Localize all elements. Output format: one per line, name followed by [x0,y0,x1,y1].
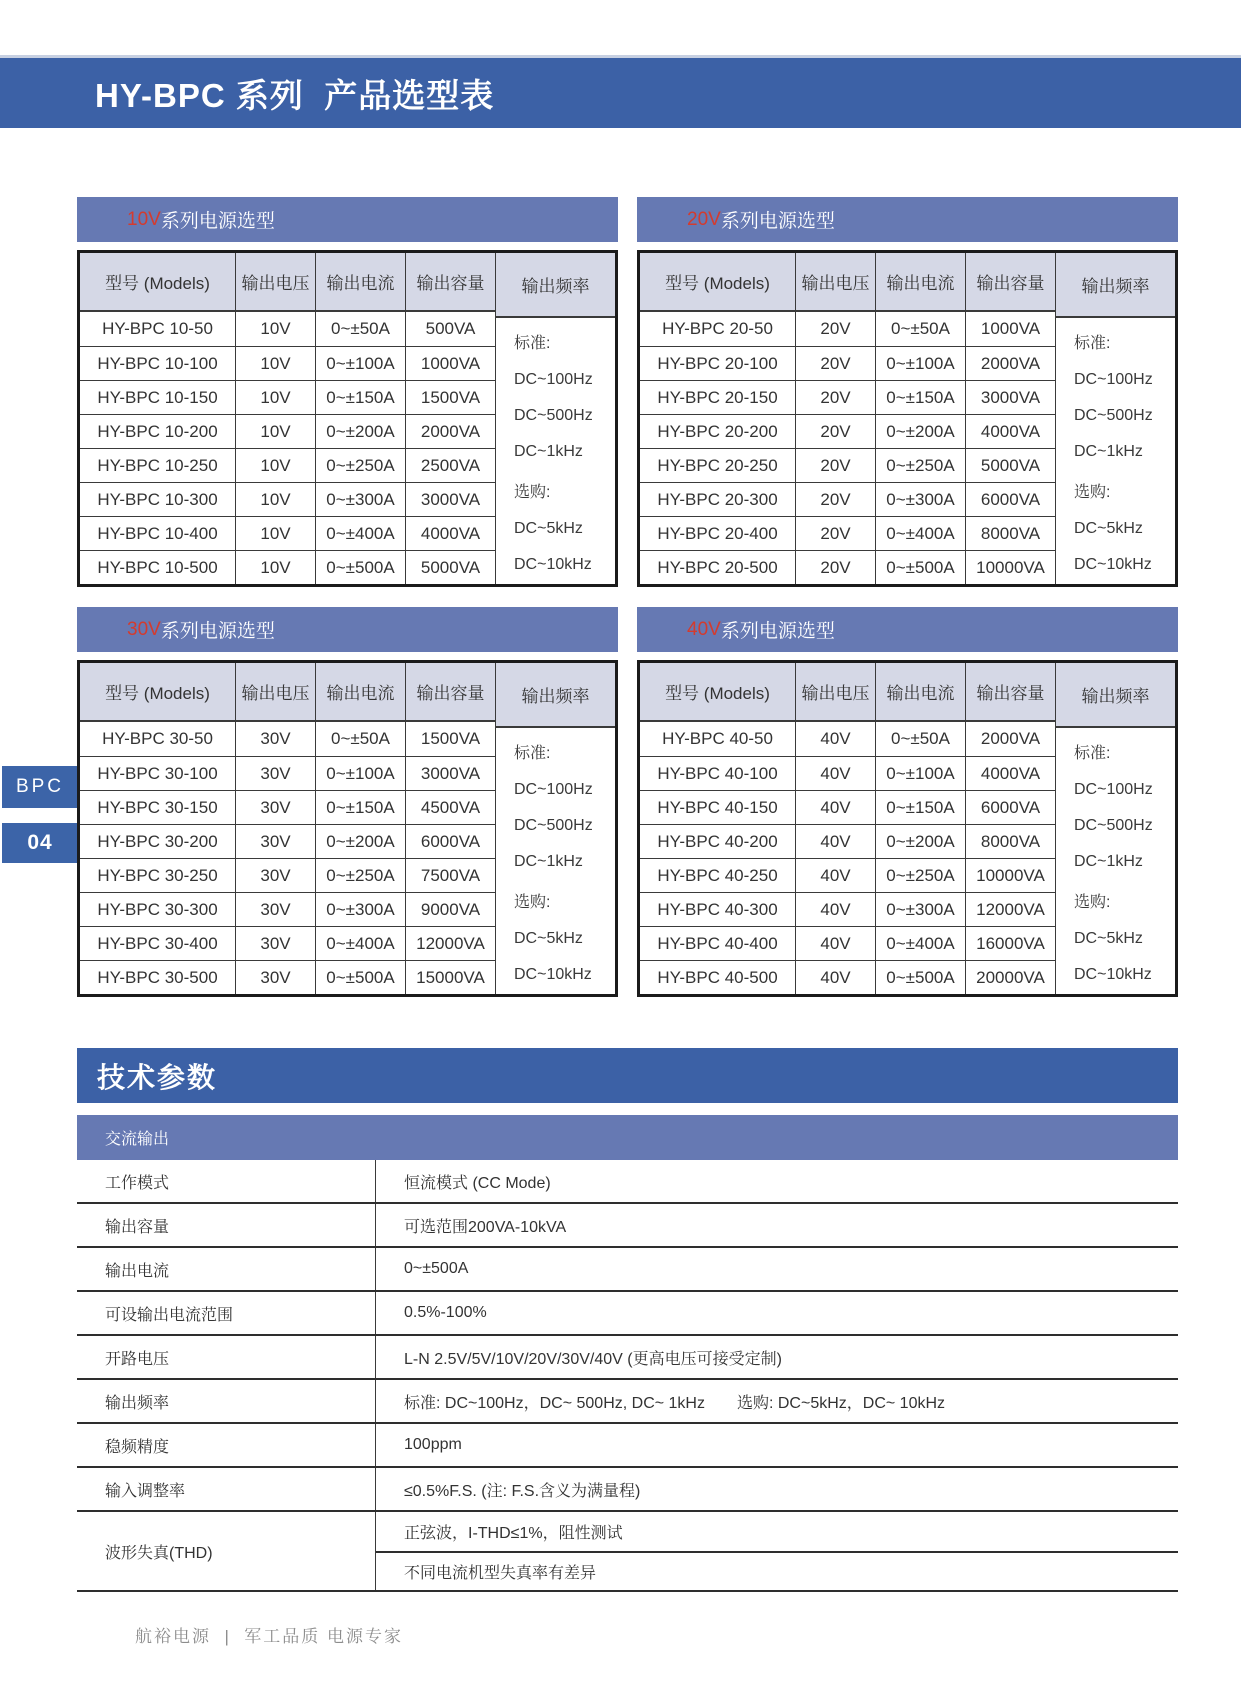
table-cell: 30V [235,893,315,926]
frequency-column [495,663,615,994]
table-cell: HY-BPC 40-400 [657,933,778,953]
param-label: 开路电压 [105,1350,170,1368]
table-cell: 10V [235,449,315,482]
table-row [640,824,1055,858]
table-cell: 0~±300A [315,893,405,926]
table-cell: 3000VA [965,381,1055,414]
table-cell: 5000VA [405,551,495,584]
frequency-column [495,253,615,584]
table-cell: 20V [795,312,875,346]
frequency-line: 选购: [1074,894,1111,911]
frequency-cell [496,318,615,584]
table-cell: 20V [795,381,875,414]
frequency-cell [496,728,615,994]
product-table-30v [77,660,618,997]
frequency-line: DC~500Hz [514,817,593,834]
table-row [77,1248,1178,1292]
table-cell: 8000VA [965,825,1055,858]
series-banner-text: 系列电源选型 [160,211,275,232]
table-cell: 500VA [405,312,495,346]
table-cell: 40V [795,722,875,756]
table-cell: 30V [235,961,315,994]
frequency-line: DC~500Hz [1074,407,1153,424]
table-cell: 0~±400A [315,927,405,960]
frequency-line: DC~5kHz [1074,520,1143,537]
table-cell: 10V [235,483,315,516]
series-tables-grid [77,197,1178,997]
table-cell: 12000VA [405,927,495,960]
param-value: 标准: DC~100Hz，DC~ 500Hz, DC~ 1kHz 选购: DC~5kHz，DC~ 10kHz [375,1380,1178,1422]
column-header-voltage: 输出电压 [795,663,875,720]
table-cell: 30V [235,825,315,858]
column-header-model: 型号 (Models) [665,274,770,293]
table-cell: HY-BPC 10-50 [102,319,213,338]
param-value-group [375,1512,1178,1590]
table-row [640,414,1055,448]
frequency-line: 选购: [1074,484,1111,501]
frequency-line: DC~1kHz [1074,853,1143,870]
table-row [77,1380,1178,1424]
frequency-column [1055,663,1175,994]
frequency-line: DC~500Hz [514,407,593,424]
table-cell: 10V [235,312,315,346]
table-cell: 2000VA [965,347,1055,380]
series-banner-30v [77,607,618,652]
table-cell: 4000VA [965,757,1055,790]
table-cell: 10V [235,381,315,414]
table-cell: 0~±100A [315,347,405,380]
column-header-model: 型号 (Models) [665,684,770,703]
table-row [77,1336,1178,1380]
frequency-cell [1056,728,1175,994]
param-label: 输入调整率 [105,1482,186,1500]
table-row [77,1160,1178,1204]
series-banner-40v [637,607,1178,652]
frequency-line: DC~1kHz [514,853,583,870]
param-value: 可选范围200VA-10kVA [375,1204,1178,1246]
page-title-banner [0,55,1241,128]
series-banner-text: 系列电源选型 [720,621,835,642]
param-label: 输出频率 [105,1394,170,1412]
table-cell: HY-BPC 30-500 [97,967,218,987]
table-cell: HY-BPC 10-250 [97,455,218,475]
series-banner-text: 系列电源选型 [720,211,835,232]
table-cell: 10000VA [965,551,1055,584]
table-cell: 30V [235,927,315,960]
table-row [77,1468,1178,1512]
series-section-10v [77,197,618,587]
column-header-capacity: 输出容量 [965,253,1055,310]
frequency-line: DC~1kHz [514,443,583,460]
table-cell: HY-BPC 20-150 [657,387,778,407]
table-cell: 0~±500A [875,551,965,584]
param-label: 可设输出电流范围 [105,1306,234,1324]
table-cell: 6000VA [965,483,1055,516]
table-cell: HY-BPC 30-150 [97,797,218,817]
table-cell: 7500VA [405,859,495,892]
table-cell: HY-BPC 10-100 [97,353,218,373]
table-cell: 0~±300A [875,893,965,926]
table-cell: 40V [795,791,875,824]
table-cell: 10V [235,517,315,550]
table-row [640,346,1055,380]
table-row [80,414,495,448]
column-header-frequency: 输出频率 [1056,253,1175,318]
series-banner-highlight: 30V [127,618,161,640]
table-cell: 20V [795,415,875,448]
series-banner-highlight: 40V [687,618,721,640]
table-cell: 20000VA [965,961,1055,994]
table-cell: 10V [235,347,315,380]
table-row [80,346,495,380]
table-header-row [640,253,1055,312]
ac-output-subheader [77,1115,1178,1160]
table-cell: HY-BPC 40-100 [657,763,778,783]
table-cell: 40V [795,893,875,926]
table-cell: 0~±400A [875,517,965,550]
table-cell: 2000VA [965,722,1055,756]
table-row [80,380,495,414]
column-header-voltage: 输出电压 [235,253,315,310]
table-row [77,1204,1178,1248]
series-banner-20v [637,197,1178,242]
frequency-line: DC~10kHz [1074,556,1152,573]
table-cell: 0~±50A [315,722,405,756]
table-row [640,960,1055,994]
table-cell: 20V [795,449,875,482]
series-banner-text: 系列电源选型 [160,621,275,642]
table-cell: 4000VA [965,415,1055,448]
frequency-column [1055,253,1175,584]
sidebar-tab-bpc-label: BPC [15,776,65,797]
table-cell: HY-BPC 40-250 [657,865,778,885]
table-row [80,790,495,824]
table-cell: HY-BPC 30-200 [97,831,218,851]
param-value: 不同电流机型失真率有差异 [376,1551,1178,1590]
table-header-row [80,253,495,312]
frequency-line: 标准: [514,745,551,762]
table-cell: 0~±50A [875,722,965,756]
table-cell: HY-BPC 40-50 [662,729,773,748]
table-cell: 0~±200A [315,415,405,448]
table-cell: 0~±50A [315,312,405,346]
table-cell: 0~±500A [315,961,405,994]
technical-parameters-title-banner [77,1048,1178,1103]
frequency-line: 标准: [1074,335,1111,352]
table-cell: HY-BPC 40-500 [657,967,778,987]
table-cell: 16000VA [965,927,1055,960]
frequency-line: DC~5kHz [1074,930,1143,947]
table-cell: 0~±200A [315,825,405,858]
technical-parameters-section [77,1048,1178,1592]
table-cell: 0~±100A [875,347,965,380]
param-value: L-N 2.5V/5V/10V/20V/30V/40V (更高电压可接受定制) [375,1336,1178,1378]
table-cell: 20V [795,347,875,380]
table-row [77,1292,1178,1336]
product-table-10v [77,250,618,587]
table-row [640,448,1055,482]
table-cell: 1000VA [405,347,495,380]
table-cell: 2000VA [405,415,495,448]
table-row [80,858,495,892]
table-cell: HY-BPC 30-50 [102,729,213,748]
table-cell: 0~±50A [875,312,965,346]
table-cell: 5000VA [965,449,1055,482]
table-cell: 0~±200A [875,415,965,448]
table-body [640,312,1055,584]
table-cell: 0~±250A [875,449,965,482]
table-row [640,380,1055,414]
frequency-line: DC~10kHz [514,966,592,983]
table-cell: 0~±100A [875,757,965,790]
table-row [640,482,1055,516]
table-row [640,756,1055,790]
table-cell: 3000VA [405,757,495,790]
table-row [80,448,495,482]
column-header-capacity: 输出容量 [405,663,495,720]
table-cell: 0~±150A [315,381,405,414]
table-cell: 12000VA [965,893,1055,926]
table-cell: 0~±250A [315,859,405,892]
table-cell: 40V [795,927,875,960]
table-cell: 30V [235,859,315,892]
table-cell: HY-BPC 30-300 [97,899,218,919]
table-row-thd [77,1512,1178,1592]
ac-output-subheader-label: 交流输出 [105,1131,170,1148]
column-header-capacity: 输出容量 [405,253,495,310]
table-cell: 10V [235,551,315,584]
table-cell: 30V [235,722,315,756]
table-cell: 4000VA [405,517,495,550]
table-row [80,550,495,584]
frequency-line: DC~100Hz [514,371,593,388]
frequency-line: 选购: [514,894,551,911]
table-cell: HY-BPC 20-500 [657,557,778,577]
table-cell: 20V [795,517,875,550]
table-cell: 2500VA [405,449,495,482]
column-header-model: 型号 (Models) [105,684,210,703]
column-header-current: 输出电流 [875,663,965,720]
table-cell: 40V [795,757,875,790]
param-value: 正弦波，I-THD≤1%，阻性测试 [404,1525,623,1542]
param-label: 输出电流 [105,1262,170,1280]
series-banner-10v [77,197,618,242]
table-cell: 0~±500A [875,961,965,994]
table-cell: 40V [795,859,875,892]
table-cell: 1500VA [405,381,495,414]
column-header-frequency: 输出频率 [496,253,615,318]
frequency-line: DC~5kHz [514,520,583,537]
table-cell: 30V [235,791,315,824]
frequency-line: DC~10kHz [514,556,592,573]
table-cell: HY-BPC 40-300 [657,899,778,919]
column-header-capacity: 输出容量 [965,663,1055,720]
table-row [80,722,495,756]
series-section-30v [77,607,618,997]
table-row [640,892,1055,926]
param-label: 工作模式 [105,1174,170,1192]
sidebar-tab-page-number-label: 04 [27,831,53,854]
table-row [77,1424,1178,1468]
column-header-frequency: 输出频率 [496,663,615,728]
table-cell: HY-BPC 20-300 [657,489,778,509]
series-banner-highlight: 10V [127,208,161,230]
table-cell: HY-BPC 30-250 [97,865,218,885]
table-row [640,858,1055,892]
product-table-20v [637,250,1178,587]
table-row [80,960,495,994]
series-section-40v [637,607,1178,997]
table-cell: HY-BPC 20-50 [662,319,773,338]
table-cell: HY-BPC 20-250 [657,455,778,475]
frequency-line: DC~100Hz [1074,781,1153,798]
table-row [640,722,1055,756]
param-value: 0.5%-100% [375,1292,1178,1334]
frequency-cell [1056,318,1175,584]
sidebar-tab-page-number [2,823,78,863]
table-cell: 10000VA [965,859,1055,892]
frequency-line: 标准: [1074,745,1111,762]
table-cell: 4500VA [405,791,495,824]
column-header-current: 输出电流 [875,253,965,310]
table-cell: HY-BPC 10-300 [97,489,218,509]
technical-parameters-title: 技术参数 [97,1061,218,1093]
table-row [80,926,495,960]
table-cell: 0~±300A [315,483,405,516]
column-header-current: 输出电流 [315,663,405,720]
frequency-line: DC~100Hz [1074,371,1153,388]
table-cell: 0~±250A [875,859,965,892]
param-value: ≤0.5%F.S. (注: F.S.含义为满量程) [375,1468,1178,1510]
table-cell: HY-BPC 20-100 [657,353,778,373]
frequency-line: DC~500Hz [1074,817,1153,834]
param-label: 输出容量 [105,1218,170,1236]
table-cell: 15000VA [405,961,495,994]
table-row [80,516,495,550]
footer-tagline: 航裕电源 | 军工品质 电源专家 [135,1627,404,1646]
param-label: 稳频精度 [105,1438,170,1456]
table-cell: 0~±150A [875,791,965,824]
table-body [80,312,495,584]
param-value: 100ppm [375,1424,1178,1466]
frequency-line: DC~1kHz [1074,443,1143,460]
table-row [640,312,1055,346]
table-cell: 8000VA [965,517,1055,550]
product-table-40v [637,660,1178,997]
table-row [80,482,495,516]
table-row [80,312,495,346]
table-row [80,756,495,790]
page-title: HY-BPC 系列 产品选型表 [95,76,495,114]
table-cell: 0~±150A [875,381,965,414]
table-cell: 30V [235,757,315,790]
series-section-20v [637,197,1178,587]
table-cell: 9000VA [405,893,495,926]
frequency-line: 标准: [514,335,551,352]
table-header-row [640,663,1055,722]
table-cell: 0~±100A [315,757,405,790]
frequency-line: 选购: [514,484,551,501]
table-cell: 6000VA [405,825,495,858]
table-cell: 0~±200A [875,825,965,858]
table-cell: 6000VA [965,791,1055,824]
table-cell: HY-BPC 10-150 [97,387,218,407]
table-cell: HY-BPC 20-200 [657,421,778,441]
table-cell: 1000VA [965,312,1055,346]
frequency-line: DC~5kHz [514,930,583,947]
table-row [640,516,1055,550]
table-header-row [80,663,495,722]
table-cell: 0~±400A [315,517,405,550]
table-body [80,722,495,994]
table-cell: HY-BPC 30-100 [97,763,218,783]
table-cell: 3000VA [405,483,495,516]
column-header-model: 型号 (Models) [105,274,210,293]
table-cell: HY-BPC 20-400 [657,523,778,543]
table-cell: 40V [795,961,875,994]
table-cell: HY-BPC 10-200 [97,421,218,441]
table-cell: 0~±400A [875,927,965,960]
table-cell: 10V [235,415,315,448]
param-value: 恒流模式 (CC Mode) [375,1160,1178,1202]
param-label: 波形失真(THD) [105,1544,213,1562]
table-cell: HY-BPC 40-150 [657,797,778,817]
table-cell: 0~±300A [875,483,965,516]
technical-parameters-table [77,1160,1178,1592]
table-row [640,550,1055,584]
table-body [640,722,1055,994]
table-cell: 0~±500A [315,551,405,584]
table-cell: 0~±250A [315,449,405,482]
table-cell: HY-BPC 40-200 [657,831,778,851]
frequency-line: DC~100Hz [514,781,593,798]
param-value: 0~±500A [375,1248,1178,1290]
sidebar-tab-bpc [2,766,78,808]
table-cell: 20V [795,551,875,584]
table-cell: 20V [795,483,875,516]
table-cell: 40V [795,825,875,858]
column-header-voltage: 输出电压 [235,663,315,720]
table-cell: HY-BPC 10-400 [97,523,218,543]
table-cell: HY-BPC 30-400 [97,933,218,953]
table-cell: 0~±150A [315,791,405,824]
column-header-frequency: 输出频率 [1056,663,1175,728]
series-banner-highlight: 20V [687,208,721,230]
column-header-current: 输出电流 [315,253,405,310]
column-header-voltage: 输出电压 [795,253,875,310]
frequency-line: DC~10kHz [1074,966,1152,983]
table-row [640,790,1055,824]
table-cell: HY-BPC 10-500 [97,557,218,577]
table-row [640,926,1055,960]
table-cell: 1500VA [405,722,495,756]
table-row [80,892,495,926]
table-row [80,824,495,858]
